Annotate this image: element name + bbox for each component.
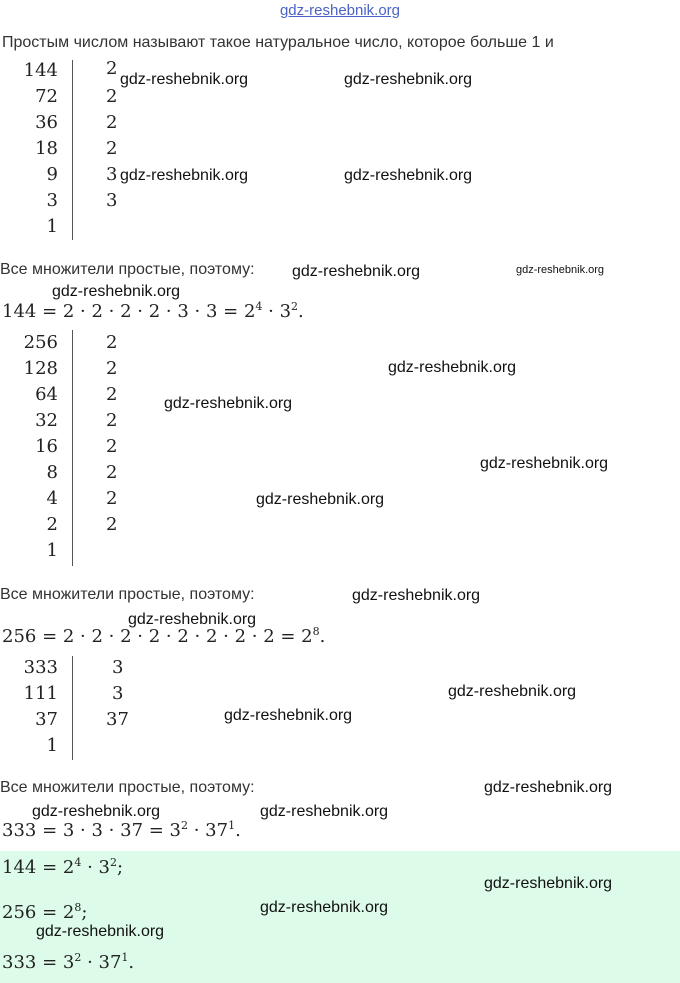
prime-factor: 3 xyxy=(112,683,124,704)
dividend: 72 xyxy=(35,86,58,107)
dividend: 8 xyxy=(46,462,58,483)
site-header-link[interactable]: gdz-reshebnik.org xyxy=(279,2,401,19)
dividend: 333 xyxy=(23,657,58,678)
watermark: gdz-reshebnik.org xyxy=(36,923,165,940)
prime-factor: 2 xyxy=(106,332,118,353)
watermark: gdz-reshebnik.org xyxy=(260,803,389,820)
dividend: 111 xyxy=(23,683,58,704)
dividend: 128 xyxy=(23,358,58,379)
watermark: gdz-reshebnik.org xyxy=(292,263,421,280)
prime-factor: 2 xyxy=(106,436,118,457)
prime-factor: 2 xyxy=(106,410,118,431)
prime-factor: 37 xyxy=(106,709,129,730)
watermark: gdz-reshebnik.org xyxy=(52,283,181,300)
equation-256: $256 = 2 \cdot 2 \cdot 2 \cdot 2 \cdot 2 \cdot 2 \cdot 2 \cdot 2 = 2^8$. xyxy=(2,625,326,647)
watermark: gdz-reshebnik.org xyxy=(128,611,257,628)
watermark: gdz-reshebnik.org xyxy=(120,167,249,184)
prime-factor: 2 xyxy=(106,138,118,159)
table-divider xyxy=(72,656,73,760)
watermark: gdz-reshebnik.org xyxy=(516,264,605,276)
prime-factor: 2 xyxy=(106,462,118,483)
conclusion-text: Все множители простые, поэтому: xyxy=(0,586,255,603)
dividend: 16 xyxy=(35,436,58,457)
dividend: 2 xyxy=(46,514,58,535)
dividend: 3 xyxy=(46,190,58,211)
dividend: 32 xyxy=(35,410,58,431)
watermark: gdz-reshebnik.org xyxy=(164,395,293,412)
watermark: gdz-reshebnik.org xyxy=(32,803,161,820)
dividend: 18 xyxy=(35,138,58,159)
dividend: 36 xyxy=(35,112,58,133)
watermark: gdz-reshebnik.org xyxy=(224,707,353,724)
dividend: 9 xyxy=(46,164,58,185)
table-divider xyxy=(72,60,73,240)
prime-factor: 2 xyxy=(106,384,118,405)
prime-factor: 2 xyxy=(106,488,118,509)
watermark: gdz-reshebnik.org xyxy=(484,875,613,892)
dividend: 1 xyxy=(46,540,58,561)
dividend: 256 xyxy=(23,332,58,353)
watermark: gdz-reshebnik.org xyxy=(388,359,517,376)
watermark: gdz-reshebnik.org xyxy=(480,455,609,472)
answer-144: $144 = 2^4 \cdot 3^2$; xyxy=(2,856,124,878)
dividend: 4 xyxy=(46,488,58,509)
watermark: gdz-reshebnik.org xyxy=(256,491,385,508)
watermark: gdz-reshebnik.org xyxy=(120,71,249,88)
prime-factor: 2 xyxy=(106,86,118,107)
dividend: 144 xyxy=(23,60,58,81)
conclusion-text: Все множители простые, поэтому: xyxy=(0,261,255,278)
watermark: gdz-reshebnik.org xyxy=(448,683,577,700)
prime-factor: 3 xyxy=(106,164,118,185)
dividend: 1 xyxy=(46,216,58,237)
watermark: gdz-reshebnik.org xyxy=(484,779,613,796)
prime-factor: 3 xyxy=(106,190,118,211)
intro-text: Простым числом называют такое натуральное число, которое больше 1 и xyxy=(2,34,554,51)
prime-factor: 2 xyxy=(106,58,118,79)
dividend: 64 xyxy=(35,384,58,405)
answer-333: $333 = 3^2 \cdot 37^1$. xyxy=(2,951,135,973)
watermark: gdz-reshebnik.org xyxy=(344,167,473,184)
prime-factor: 3 xyxy=(112,657,124,678)
table-divider xyxy=(72,330,73,566)
conclusion-text: Все множители простые, поэтому: xyxy=(0,779,255,796)
dividend: 37 xyxy=(35,709,58,730)
watermark: gdz-reshebnik.org xyxy=(344,71,473,88)
prime-factor: 2 xyxy=(106,358,118,379)
equation-333: $333 = 3 \cdot 3 \cdot 37 = 3^2 \cdot 37^1$. xyxy=(2,819,241,841)
prime-factor: 2 xyxy=(106,514,118,535)
dividend: 1 xyxy=(46,735,58,756)
watermark: gdz-reshebnik.org xyxy=(260,899,389,916)
watermark: gdz-reshebnik.org xyxy=(352,587,481,604)
answer-256: $256 = 2^8$; xyxy=(2,901,88,923)
prime-factor: 2 xyxy=(106,112,118,133)
equation-144: $144 = 2 \cdot 2 \cdot 2 \cdot 2 \cdot 3 \cdot 3 = 2^4 \cdot 3^2$. xyxy=(2,300,304,322)
